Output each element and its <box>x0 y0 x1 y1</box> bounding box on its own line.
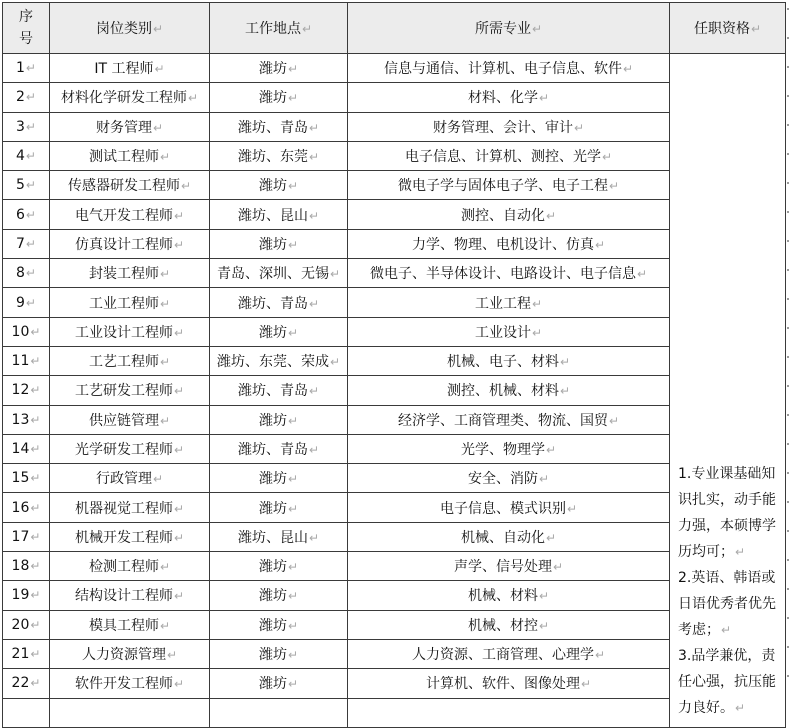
table-row-partial <box>3 698 786 727</box>
cell-position: 模具工程师↵ <box>50 610 210 639</box>
header-qualification: 任职资格↵ <box>670 3 786 54</box>
table-row <box>3 376 786 405</box>
cell-location: 青岛、深圳、无锡↵ <box>210 259 348 288</box>
cell-location: 潍坊↵ <box>210 317 348 346</box>
cell-major: 光学、物理学↵ <box>348 434 670 463</box>
cell-index: 4↵ <box>3 141 50 170</box>
table-row <box>3 317 786 346</box>
cell-position: 结构设计工程师↵ <box>50 581 210 610</box>
cell-major: 信息与通信、计算机、电子信息、软件↵ <box>348 54 670 83</box>
table-row <box>3 464 786 493</box>
cell-index: 5↵ <box>3 171 50 200</box>
cell-location: 潍坊↵ <box>210 581 348 610</box>
cell-location: 潍坊↵ <box>210 229 348 258</box>
table-body <box>3 54 786 728</box>
cell-index: 11↵ <box>3 346 50 375</box>
cell-index: 21↵ <box>3 639 50 668</box>
cell-index: 9↵ <box>3 288 50 317</box>
cell-index: 22↵ <box>3 669 50 698</box>
header-position: 岗位类别↵ <box>50 3 210 54</box>
cell-location: 潍坊↵ <box>210 83 348 112</box>
cell-position: 材料化学研发工程师↵ <box>50 83 210 112</box>
cell-major: 测控、机械、材料↵ <box>348 376 670 405</box>
cell-position: 供应链管理↵ <box>50 405 210 434</box>
cell-major: 微电子、半导体设计、电路设计、电子信息↵ <box>348 259 670 288</box>
cell-location: 潍坊、青岛↵ <box>210 112 348 141</box>
header-location: 工作地点↵ <box>210 3 348 54</box>
cell-position: 财务管理↵ <box>50 112 210 141</box>
header-major: 所需专业↵ <box>348 3 670 54</box>
cell-location: 潍坊↵ <box>210 639 348 668</box>
table-row <box>3 346 786 375</box>
cell-major: 电子信息、计算机、测控、光学↵ <box>348 141 670 170</box>
cell-index: 2↵ <box>3 83 50 112</box>
table-row <box>3 288 786 317</box>
cell-position: 工业工程师↵ <box>50 288 210 317</box>
cell-index: 15↵ <box>3 464 50 493</box>
table-row <box>3 200 786 229</box>
cell-major: 财务管理、会计、审计↵ <box>348 112 670 141</box>
cell-location: 潍坊、东莞↵ <box>210 141 348 170</box>
header-row <box>3 3 786 54</box>
table-row <box>3 405 786 434</box>
cell-location: 潍坊↵ <box>210 552 348 581</box>
recruitment-table <box>2 2 786 728</box>
cell-major: 计算机、软件、图像处理↵ <box>348 669 670 698</box>
header-index: 序 号 <box>3 3 50 54</box>
cell-major: 声学、信号处理↵ <box>348 552 670 581</box>
cell-location: 潍坊、青岛↵ <box>210 434 348 463</box>
cell-major: 机械、自动化↵ <box>348 522 670 551</box>
cell-location: 潍坊、昆山↵ <box>210 200 348 229</box>
table-row <box>3 493 786 522</box>
cell-position: 人力资源管理↵ <box>50 639 210 668</box>
cell-position: 工艺研发工程师↵ <box>50 376 210 405</box>
table-row <box>3 259 786 288</box>
cell-index: 7↵ <box>3 229 50 258</box>
cell-position: 检测工程师↵ <box>50 552 210 581</box>
cell-index: 8↵ <box>3 259 50 288</box>
cell-index: 19↵ <box>3 581 50 610</box>
cell-index: 17↵ <box>3 522 50 551</box>
table-row <box>3 229 786 258</box>
cell-index: 12↵ <box>3 376 50 405</box>
cell-location: 潍坊↵ <box>210 464 348 493</box>
table-row <box>3 83 786 112</box>
cell-position: 传感器研发工程师↵ <box>50 171 210 200</box>
cell-major: 微电子学与固体电子学、电子工程↵ <box>348 171 670 200</box>
cell-position: 仿真设计工程师↵ <box>50 229 210 258</box>
cell-position: 工艺工程师↵ <box>50 346 210 375</box>
cell-position: 测试工程师↵ <box>50 141 210 170</box>
cell-index: 10↵ <box>3 317 50 346</box>
table-row <box>3 171 786 200</box>
cell-major: 经济学、工商管理类、物流、国贸↵ <box>348 405 670 434</box>
table-row <box>3 552 786 581</box>
cell-position: 光学研发工程师↵ <box>50 434 210 463</box>
cell-index: 18↵ <box>3 552 50 581</box>
cell-position: 机械开发工程师↵ <box>50 522 210 551</box>
cell-index: 1↵ <box>3 54 50 83</box>
cell-index: 6↵ <box>3 200 50 229</box>
table-row <box>3 522 786 551</box>
table-row <box>3 434 786 463</box>
table-row <box>3 639 786 668</box>
cell-location: 潍坊↵ <box>210 171 348 200</box>
cell-location: 潍坊↵ <box>210 54 348 83</box>
cell-major: 工业工程↵ <box>348 288 670 317</box>
cell-index: 3↵ <box>3 112 50 141</box>
cell-major: 人力资源、工商管理、心理学↵ <box>348 639 670 668</box>
cell-location: 潍坊、昆山↵ <box>210 522 348 551</box>
table-row <box>3 112 786 141</box>
cell-position: 机器视觉工程师↵ <box>50 493 210 522</box>
cell-position: 行政管理↵ <box>50 464 210 493</box>
cell-position: IT 工程师↵ <box>50 54 210 83</box>
cell-location: 潍坊↵ <box>210 669 348 698</box>
cell-location: 潍坊↵ <box>210 610 348 639</box>
cell-location: 潍坊、青岛↵ <box>210 288 348 317</box>
cell-major: 材料、化学↵ <box>348 83 670 112</box>
cell-qualification <box>670 54 786 728</box>
table-row <box>3 141 786 170</box>
cell-location: 潍坊↵ <box>210 493 348 522</box>
cell-major: 机械、材控↵ <box>348 610 670 639</box>
cell-location: 潍坊、青岛↵ <box>210 376 348 405</box>
table-row <box>3 610 786 639</box>
cell-index: 14↵ <box>3 434 50 463</box>
qualification-item: 3.品学兼优，责任心强，抗压能力良好。↵ <box>678 647 776 716</box>
qualification-item: 1.专业课基础知识扎实，动手能力强，本硕博学历均可；↵ <box>678 465 776 560</box>
cell-major: 机械、电子、材料↵ <box>348 346 670 375</box>
table-row <box>3 54 786 83</box>
qualification-item: 2.英语、韩语或日语优秀者优先考虑；↵ <box>678 569 776 638</box>
cell-position: 封装工程师↵ <box>50 259 210 288</box>
table-row <box>3 581 786 610</box>
cell-index: 13↵ <box>3 405 50 434</box>
cell-major: 机械、材料↵ <box>348 581 670 610</box>
cell-index: 20↵ <box>3 610 50 639</box>
cell-location: 潍坊↵ <box>210 405 348 434</box>
table-row <box>3 669 786 698</box>
cell-location: 潍坊、东莞、荣成↵ <box>210 346 348 375</box>
cell-position: 工业设计工程师↵ <box>50 317 210 346</box>
cell-index: 16↵ <box>3 493 50 522</box>
cell-position: 软件开发工程师↵ <box>50 669 210 698</box>
cell-major: 力学、物理、电机设计、仿真↵ <box>348 229 670 258</box>
cell-major: 测控、自动化↵ <box>348 200 670 229</box>
cell-major: 安全、消防↵ <box>348 464 670 493</box>
cell-major: 电子信息、模式识别↵ <box>348 493 670 522</box>
cell-position: 电气开发工程师↵ <box>50 200 210 229</box>
cell-major: 工业设计↵ <box>348 317 670 346</box>
